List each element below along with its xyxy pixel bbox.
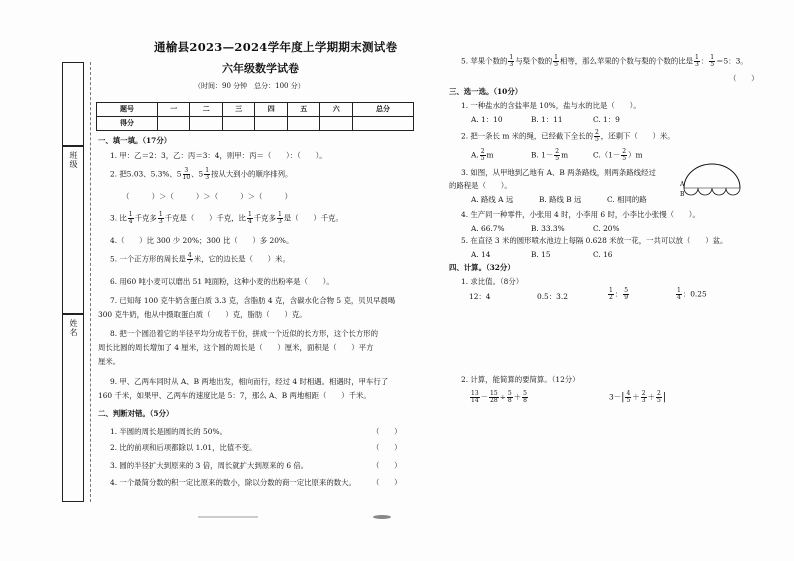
judge-4-paren[interactable]: （ ） (372, 478, 402, 487)
question-7-line-1: 7. 已知每 100 克牛奶含蛋白质 3.3 克，含脂肪 4 克，含碳水化合物 5 克，贝贝早晨喝 (110, 296, 396, 305)
binding-box-class (62, 146, 84, 314)
route-b-arcs (684, 188, 740, 195)
section-1-title: 一、填一填。（17分） (98, 136, 172, 145)
fraction: $\frac{2}{5}$ (622, 148, 627, 162)
score-cell: 三 (222, 103, 255, 117)
question-7-line-2: 300 克牛奶，他从中摄取蛋白质（ ）克，脂肪（ ）克。 (98, 310, 307, 319)
choice-2: 2. 把一条长 m 米的绳，已经截下全长的 $\frac{2}{5}$ ，还剩下（ ）米。 (461, 129, 675, 143)
choice-1-option-c[interactable]: C. 1：9 (593, 115, 620, 124)
choice-2-option-b[interactable]: B. 1－ $\frac{2}{5}$ m (531, 148, 569, 162)
calc-1: 1. 求比值。（8分） (461, 277, 524, 286)
judge-5: 5. 苹果个数的 $\frac{1}{3}$ 与梨个数的 $\frac{1}{5}$ 相等，那么苹果的个数与梨的个数的比是 $\frac{1}{3}$ ： $\frac{1}{5}$ ＝5：3。 (461, 54, 748, 68)
judge-1: 1. 半圆的周长是圆的周长的 50%。 (110, 427, 227, 436)
score-cell-empty[interactable] (190, 117, 223, 131)
fraction: $\frac{5}{9}$ (624, 287, 629, 301)
score-cell: 总分 (352, 103, 413, 117)
score-table-header-row (97, 103, 414, 117)
fraction: $\frac{2}{5}$ (594, 129, 599, 143)
choice-3-option-c[interactable]: C. 相同的路 (607, 195, 647, 204)
question-6: 6. 用60 吨小麦可以磨出 51 吨面粉，这种小麦的出粉率是（ ）。 (110, 277, 334, 286)
choice-5-option-c[interactable]: C. 16 (593, 250, 613, 259)
fraction: $\frac{1}{3}$ (695, 54, 699, 68)
score-cell: 得分 (97, 117, 158, 131)
calc-1-item-3: $\frac{1}{2}$ ： $\frac{5}{9}$ (609, 287, 629, 301)
choice-2-option-c[interactable]: C.（1－ $\frac{2}{5}$ ）m (593, 148, 643, 162)
choice-3-option-a[interactable]: A. 路线 A 远 (471, 195, 514, 204)
judge-4: 4. 一个最简分数的积一定比原来的数小，除以分数的商一定比原来的数大。 (110, 478, 356, 487)
score-cell: 六 (320, 103, 353, 117)
choice-5-option-a[interactable]: A. 14 (471, 250, 491, 259)
route-a-arc (684, 164, 740, 188)
question-8-line-1: 8. 把一个圆沿着它的半径平均分成若干份，拼成一个近似的长方形，这个长方形的 (110, 329, 379, 338)
fraction: $\frac{1}{3}$ (205, 167, 210, 181)
score-cell-empty[interactable] (157, 117, 190, 131)
fraction: $\frac{1}{3}$ (509, 54, 514, 68)
calc-1-item-2: 0.5：3.2 (537, 292, 568, 301)
calc-1-item-1: 12：4 (469, 292, 491, 301)
fraction: $\frac{3}{10}$ (182, 167, 191, 181)
section-3-title: 三、选一选。（10分） (449, 87, 523, 96)
judge-2-paren[interactable]: （ ） (372, 443, 402, 452)
choice-5-option-b[interactable]: B. 15 (531, 250, 551, 259)
binding-label-class: 班级 (69, 151, 78, 169)
score-cell: 五 (287, 103, 320, 117)
choice-1-option-b[interactable]: B. 1：11 (531, 115, 563, 124)
choice-4: 4. 生产同一种零件，小张用 4 时，小李用 6 时，小李比小张慢（ ）。 (461, 210, 700, 219)
fraction: $\frac{4}{5}$ (626, 390, 631, 404)
question-3: 3. 比 $\frac{1}{4}$ 千克多 $\frac{1}{3}$ 千克是（ ）千克，比 $\frac{1}{4}$ 千克多 $\frac{1}{3}$ 是（ ）千克。 (110, 211, 343, 225)
fraction: $\frac{1}{4}$ (247, 211, 252, 225)
exam-meta: （时间：90 分钟 总分：100 分） (194, 82, 305, 90)
question-2-blanks: （ ）＞（ ）＞（ ）＞（ ） (122, 192, 292, 201)
fraction: $\frac{13}{14}$ (471, 390, 479, 404)
choice-1-option-a[interactable]: A. 1：10 (471, 115, 503, 124)
judge-3-paren[interactable]: （ ） (372, 461, 402, 470)
binding-strip (62, 62, 96, 502)
fraction: $\frac{2}{5}$ (555, 148, 560, 162)
score-cell-empty[interactable] (352, 117, 413, 131)
choice-4-option-c[interactable]: C. 20% (593, 224, 620, 233)
calc-2: 2. 计算，能简算的要简算。（12分） (461, 375, 580, 384)
choice-2-option-a[interactable]: A. $\frac{2}{5}$ m (471, 148, 494, 162)
score-cell: 一 (157, 103, 190, 117)
score-cell-empty[interactable] (222, 117, 255, 131)
route-label-a: A (680, 181, 685, 188)
calc-1-item-4: $\frac{1}{4}$ ：0.25 (677, 287, 707, 301)
score-cell-empty[interactable] (255, 117, 288, 131)
section-4-title: 四、计算。（32分） (449, 263, 515, 272)
fraction: $\frac{2}{5}$ (480, 148, 485, 162)
fraction: $\frac{1}{5}$ (554, 54, 558, 68)
choice-3-line-1: 3. 如图，从甲地到乙地有 A、B 两条路线，则两条路线经过 (461, 168, 656, 177)
choice-1: 1. 一种盐水的含盐率是 10%，盐与水的比是（ ）。 (461, 101, 641, 110)
fraction: $\frac{2}{5}$ (656, 390, 661, 404)
choice-3-line-2: 的路程是（ ）。 (449, 181, 512, 190)
section-2-title: 二、判断对错。（5分） (98, 409, 174, 418)
binding-dashed-line (90, 62, 91, 502)
fraction: $\frac{1}{3}$ (158, 211, 163, 225)
fraction: $\frac{2}{3}$ (641, 390, 646, 404)
score-cell-empty[interactable] (287, 117, 320, 131)
choice-5: 5. 在直径 3 米的圆形喷水池边上每隔 0.628 米放一花，一共可以放（ ）盆。 (461, 236, 728, 245)
judge-3: 3. 圆的半径扩大到原来的 3 倍，周长就扩大到原来的 6 倍。 (110, 461, 309, 470)
score-table-score-row (97, 117, 414, 131)
fraction: $\frac{5}{8}$ (523, 390, 527, 404)
footer-ornament (372, 514, 392, 520)
fraction: $\frac{1}{5}$ (710, 54, 715, 68)
judge-5-paren[interactable]: （ ） (729, 74, 759, 83)
calc-2-expr-2: 3－| $\frac{4}{5}$ ＋ $\frac{2}{3}$ ＋ $\frac{2}{5}$ | (609, 390, 667, 404)
binding-box-name (62, 314, 84, 502)
route-arch-figure (680, 158, 744, 198)
binding-box-top (62, 62, 84, 146)
choice-4-option-b[interactable]: B. 33.3% (531, 224, 565, 233)
score-cell: 四 (255, 103, 288, 117)
fraction: $\frac{1}{2}$ (609, 287, 613, 301)
exam-title: 通榆县2023—2024学年度上学期期末测试卷 (154, 40, 398, 54)
question-2: 2. 把5.03、5.3%、5 $\frac{3}{10}$ 、5 $\frac{1}{3}$ 按从大到小的顺序排列。 (110, 167, 293, 181)
score-table (96, 102, 414, 131)
question-4: 4.（ ）比 300 少 20%；300 比（ ）多 20%。 (110, 236, 294, 245)
fraction: $\frac{1}{4}$ (128, 211, 133, 225)
fraction: $\frac{1}{4}$ (677, 287, 681, 301)
route-label-b: B (680, 191, 685, 198)
score-cell: 题号 (97, 103, 158, 117)
fraction: $\frac{1}{3}$ (277, 211, 282, 225)
choice-3-option-b[interactable]: B. 路线 B 远 (539, 195, 582, 204)
fraction: $\frac{15}{28}$ (490, 390, 498, 404)
question-8-line-3: 厘米。 (98, 357, 121, 366)
fraction: $\frac{4}{7}$ (187, 252, 192, 266)
footer-smudge (198, 514, 258, 520)
question-5: 5. 一个正方形的周长是 $\frac{4}{7}$ 米，它的边长是（ ）米。 (110, 252, 290, 266)
score-cell-empty[interactable] (320, 117, 353, 131)
question-8-line-2: 周长比圆的周长增加了 4 厘米，这个圆的周长是（ ）厘米，面积是（ ）平方 (98, 343, 374, 352)
question-1: 1. 甲：乙＝2：3，乙：丙＝3：4，则甲：丙＝（ ）：（ ）。 (110, 151, 327, 160)
choice-4-option-a[interactable]: A. 66.7% (471, 224, 505, 233)
question-9-line-1: 9. 甲、乙两车同时从 A、B 两地出发，相向而行，经过 4 时相遇。相遇时，甲车行了 (110, 377, 389, 386)
exam-subtitle: 六年级数学试卷 (222, 62, 299, 75)
judge-2: 2. 比的前项和后项都除以 1.01，比值不变。 (110, 443, 257, 452)
judge-1-paren[interactable]: （ ） (372, 427, 402, 436)
calc-2-expr-1: $\frac{13}{14}$ － $\frac{15}{28}$ ÷ $\frac{5}{8}$ ＋ $\frac{5}{8}$ (471, 390, 527, 404)
question-9-line-2: 160 千米，如果甲、乙两车的速度比是 5：7，那么 A、B 两地相距（ ）千米。 (98, 391, 371, 400)
score-cell: 二 (190, 103, 223, 117)
fraction: $\frac{5}{8}$ (507, 390, 512, 404)
binding-label-name: 姓名 (69, 319, 78, 337)
